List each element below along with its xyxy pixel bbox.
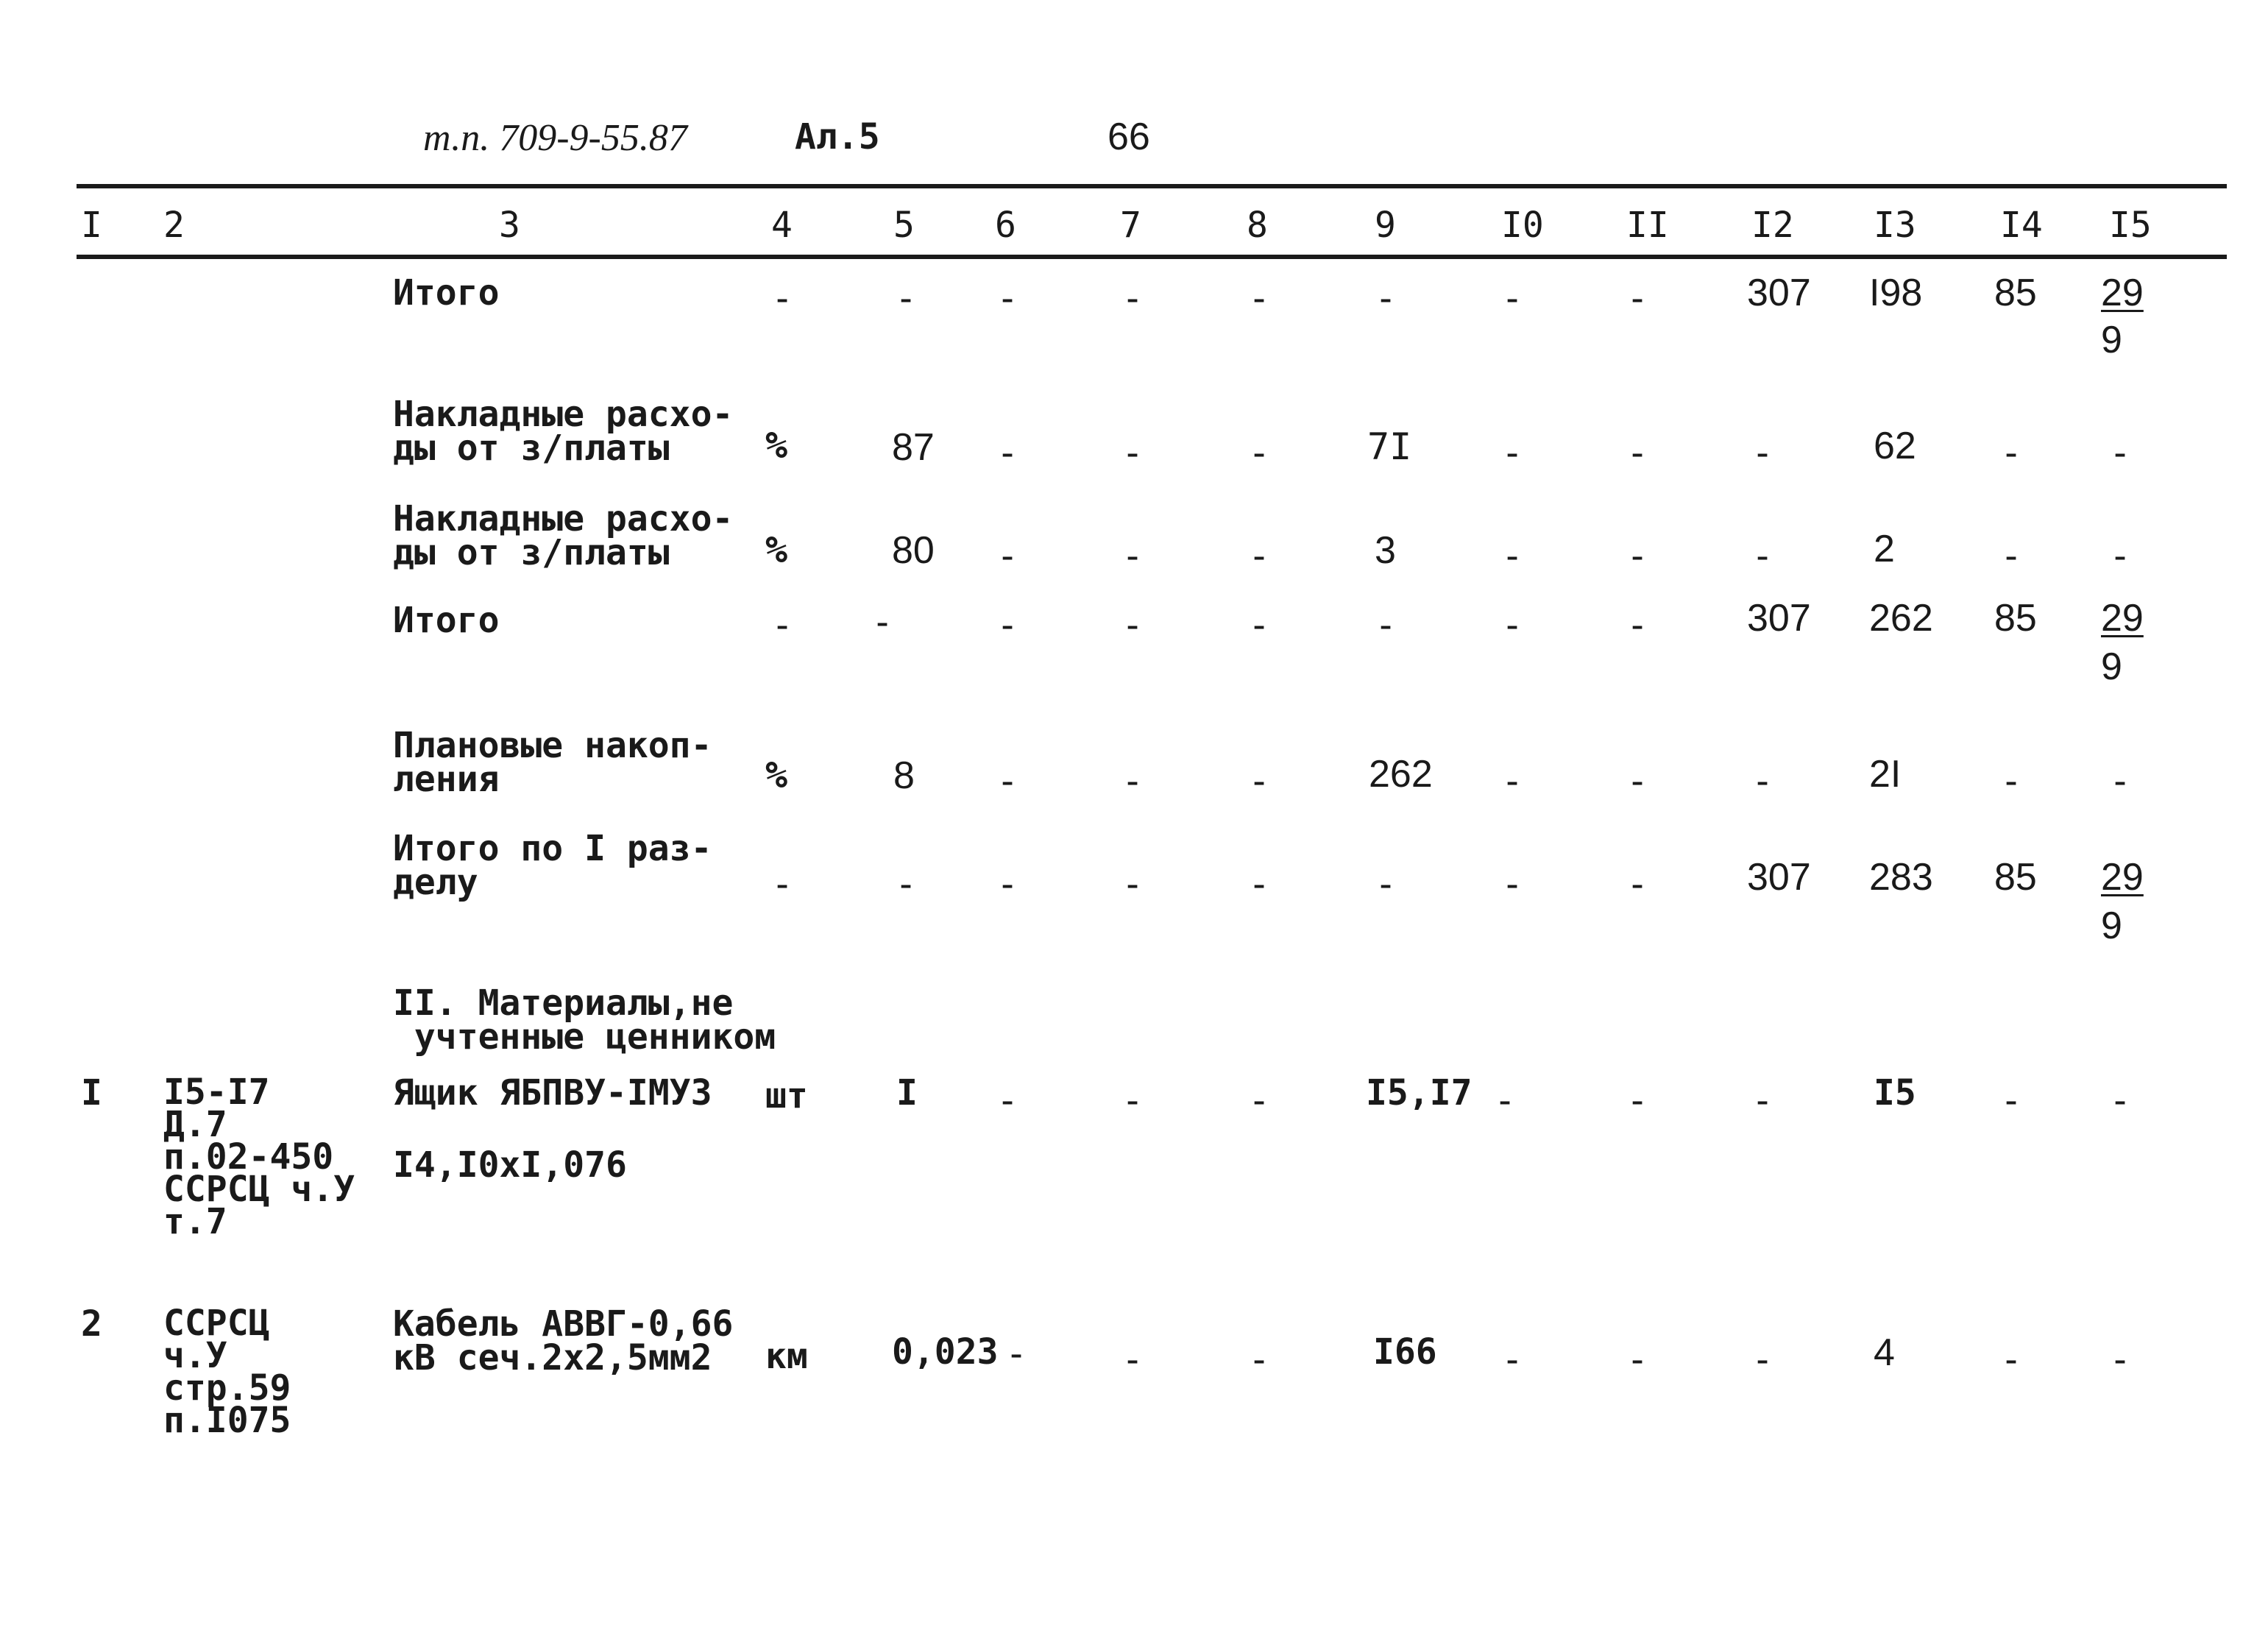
cell-col12: - <box>1751 534 1774 577</box>
col-header-9: 9 <box>1375 205 1396 246</box>
cell-col9: 262 <box>1369 753 1433 796</box>
cell-col5: I <box>896 1072 918 1114</box>
cell-col6: - <box>996 603 1019 646</box>
cell-col13: 283 <box>1869 856 1933 899</box>
col-header-12: I2 <box>1751 205 1794 246</box>
cell-col8: - <box>1248 534 1271 577</box>
table-top-rule <box>77 184 2227 188</box>
document-number: т.п. 709-9-55.87 <box>423 117 687 159</box>
cell-col5: - <box>871 601 894 643</box>
cell-col8: - <box>1248 863 1271 905</box>
cell-col14: 85 <box>1994 597 2037 640</box>
cell-col13: 2I <box>1869 753 1902 796</box>
cell-col11: - <box>1626 603 1649 646</box>
cell-col15: - <box>2109 431 2132 474</box>
cell-col7: - <box>1121 277 1144 319</box>
page-number: 66 <box>1108 116 1150 158</box>
cell-col11: - <box>1626 277 1649 319</box>
cell-col11: - <box>1626 431 1649 474</box>
cell-col15-denominator: 9 <box>2101 904 2122 947</box>
cell-col7: - <box>1121 534 1144 577</box>
cell-col4: % <box>765 528 788 571</box>
cell-col15-numerator: 29 <box>2101 597 2144 640</box>
cell-col13: 2 <box>1874 528 1895 570</box>
cell-col5: 8 <box>893 754 915 797</box>
row-reference: I5-I7 Д.7 п.02-450 ССРСЦ ч.У т.7 <box>163 1072 355 1242</box>
col-header-10: I0 <box>1501 205 1544 246</box>
cell-col7: - <box>1121 760 1144 802</box>
cell-col4: % <box>765 754 788 796</box>
cell-col15-numerator: 29 <box>2101 272 2144 314</box>
col-header-15: I5 <box>2109 205 2152 246</box>
cell-col6: - <box>1005 1332 1028 1375</box>
cell-col14: - <box>2000 534 2023 577</box>
col-header-7: 7 <box>1120 205 1141 246</box>
cell-col8: - <box>1248 760 1271 802</box>
cell-col5: 0,023 <box>892 1331 999 1373</box>
col-header-8: 8 <box>1247 205 1268 246</box>
header-bottom-rule <box>77 255 2227 259</box>
col-header-2: 2 <box>163 205 185 246</box>
cell-col14: - <box>2000 431 2023 474</box>
cell-col8: - <box>1248 277 1271 319</box>
cell-col4: шт <box>765 1075 808 1116</box>
cell-col15-numerator: 29 <box>2101 856 2144 899</box>
cell-col11: - <box>1626 760 1649 802</box>
cell-col9: 3 <box>1375 529 1396 572</box>
cell-col10: - <box>1501 534 1524 577</box>
cell-col7: - <box>1121 431 1144 474</box>
cell-col10: - <box>1501 1338 1524 1381</box>
cell-col15-denominator: 9 <box>2101 319 2122 361</box>
cell-col12: 307 <box>1747 272 1811 314</box>
cell-col10: - <box>1501 863 1524 905</box>
cell-col12: 307 <box>1747 856 1811 899</box>
cell-col9: - <box>1375 603 1397 646</box>
cell-col9: - <box>1375 863 1397 905</box>
col-header-4: 4 <box>771 205 793 246</box>
row-label: Ящик ЯБПВУ-IМУ3 <box>393 1072 712 1114</box>
cell-col10: - <box>1501 760 1524 802</box>
cell-col7: - <box>1121 1079 1144 1122</box>
row-label: Накладные расхо- ды от з/платы <box>393 498 734 573</box>
cell-col6: - <box>996 534 1019 577</box>
row-number: I <box>81 1072 102 1114</box>
cell-col8: - <box>1248 603 1271 646</box>
row-label: Накладные расхо- ды от з/платы <box>393 394 734 469</box>
cell-col14: - <box>2000 760 2023 802</box>
cell-col5: 87 <box>892 426 935 469</box>
row-label-detail: I4,I0xI,076 <box>393 1144 627 1186</box>
cell-col8: - <box>1248 1338 1271 1381</box>
cell-col13: I98 <box>1869 272 1923 314</box>
cell-col10: - <box>1501 603 1524 646</box>
cell-col10: - <box>1494 1079 1517 1122</box>
row-reference: ССРСЦ ч.У стр.59 п.I075 <box>163 1303 291 1441</box>
cell-col14: 85 <box>1994 272 2037 314</box>
cell-col4: - <box>771 603 794 646</box>
cell-col15: - <box>2109 1079 2132 1122</box>
cell-col7: - <box>1121 603 1144 646</box>
col-header-11: II <box>1626 205 1669 246</box>
cell-col5: 80 <box>892 529 935 572</box>
cell-col7: - <box>1121 1338 1144 1381</box>
row-label: Итого <box>393 600 500 641</box>
cell-col8: - <box>1248 1079 1271 1122</box>
cell-col12: - <box>1751 1079 1774 1122</box>
cell-col15: - <box>2109 1338 2132 1381</box>
cell-col9: I66 <box>1373 1331 1437 1373</box>
cell-col10: - <box>1501 277 1524 319</box>
col-header-13: I3 <box>1874 205 1916 246</box>
cell-col4: - <box>771 863 794 905</box>
cell-col4: % <box>765 424 788 467</box>
row-label: Кабель АВВГ-0,66 кВ сеч.2х2,5мм2 <box>393 1303 734 1378</box>
cell-col15: - <box>2109 760 2132 802</box>
cell-col11: - <box>1626 534 1649 577</box>
cell-col12: - <box>1751 1338 1774 1381</box>
row-label: Итого <box>393 272 500 314</box>
cell-col10: - <box>1501 431 1524 474</box>
cell-col6: - <box>996 760 1019 802</box>
cell-col13: 4 <box>1874 1331 1895 1374</box>
row-number: 2 <box>81 1303 102 1345</box>
cell-col13: I5 <box>1874 1072 1916 1114</box>
cell-col4: - <box>771 277 794 319</box>
cell-col8: - <box>1248 431 1271 474</box>
cell-col13: 262 <box>1869 597 1933 640</box>
cell-col15-denominator: 9 <box>2101 645 2122 688</box>
cell-col6: - <box>996 277 1019 319</box>
cell-col5: - <box>895 277 918 319</box>
col-header-14: I4 <box>2000 205 2043 246</box>
cell-col12: 307 <box>1747 597 1811 640</box>
cell-col9: 7I <box>1367 425 1412 468</box>
cell-col9: - <box>1375 277 1397 319</box>
cell-col15: - <box>2109 534 2132 577</box>
cell-col12: - <box>1751 760 1774 802</box>
row-label: Итого по I раз- делу <box>393 828 712 903</box>
col-header-6: 6 <box>995 205 1016 246</box>
cell-col11: - <box>1626 1079 1649 1122</box>
col-header-1: I <box>81 205 102 246</box>
cell-col9: I5,I7 <box>1366 1072 1473 1114</box>
cell-col14: - <box>2000 1338 2023 1381</box>
section-heading: II. Материалы,не учтенные ценником <box>393 983 776 1058</box>
cell-col11: - <box>1626 1338 1649 1381</box>
row-label: Плановые накоп- ления <box>393 725 712 800</box>
cell-col12: - <box>1751 431 1774 474</box>
col-header-5: 5 <box>893 205 915 246</box>
cell-col6: - <box>996 1079 1019 1122</box>
cell-col7: - <box>1121 863 1144 905</box>
col-header-3: 3 <box>499 205 520 246</box>
cell-col6: - <box>996 863 1019 905</box>
cell-col11: - <box>1626 863 1649 905</box>
cell-col6: - <box>996 431 1019 474</box>
cell-col13: 62 <box>1874 425 1916 467</box>
album-label: Ал.5 <box>795 116 880 157</box>
cell-col4: км <box>765 1336 808 1377</box>
cell-col5: - <box>895 863 918 905</box>
cell-col14: 85 <box>1994 856 2037 899</box>
cell-col14: - <box>2000 1079 2023 1122</box>
